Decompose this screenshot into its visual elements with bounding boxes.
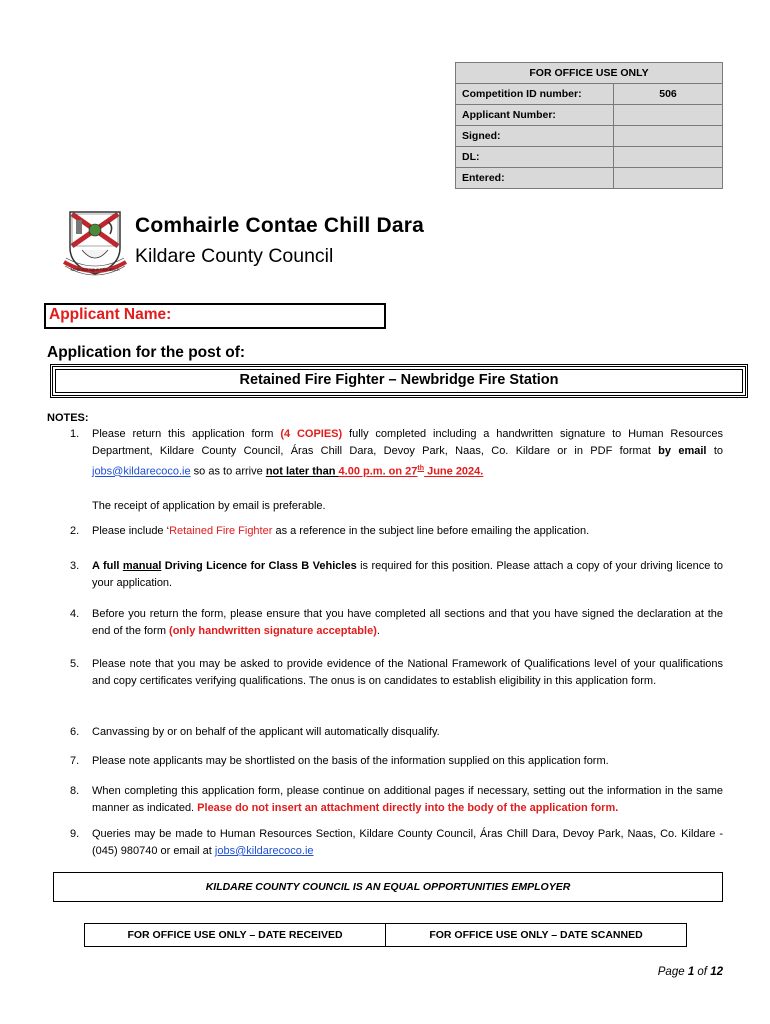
page-number: Page 1 of 12 — [657, 966, 723, 978]
note-1 — [70, 426, 723, 515]
applicant-name-field[interactable] — [44, 303, 386, 329]
note-number: 1. — [70, 428, 80, 440]
dl-field[interactable] — [614, 147, 723, 168]
entered-field[interactable] — [614, 168, 723, 189]
note-text: Please return this application form (4 COPIES) fully completed including a handwritten signature to Human Resources Department, Kildare County Council, Áras Chill Dara, Devoy Park, Naas, Co. Kildare or in PDF format by email to jobs@kildarecoco.ie so as to arrive not later than 4.00 p.m. on 27th June 2024. — [92, 428, 723, 478]
note-6: 6. Canvassing by or on behalf of the applicant will automatically disqualify. — [70, 726, 440, 738]
post-label: Application for the post of: — [47, 344, 246, 361]
equal-opportunities-text: KILDARE COUNTY COUNCIL IS AN EQUAL OPPORTUNITIES EMPLOYER — [205, 881, 571, 893]
signed-field[interactable] — [614, 126, 723, 147]
note-7: 7. Please note applicants may be shortlisted on the basis of the information supplied on this application form. — [70, 755, 609, 767]
council-name-irish: Comhairle Contae Chill Dara — [135, 214, 424, 237]
note-8: 8. When completing this application form, please continue on additional pages if necessary, setting out the information in the same manner as indicated. Please do not insert an attachment directly into the body of the application form. — [70, 785, 723, 814]
applicant-number-label: Applicant Number: — [456, 105, 614, 126]
equal-opportunities-box — [53, 872, 723, 902]
date-received-cell: FOR OFFICE USE ONLY – DATE RECEIVED — [85, 924, 386, 947]
date-scanned-cell: FOR OFFICE USE ONLY – DATE SCANNED — [386, 924, 687, 947]
email-link[interactable]: jobs@kildarecoco.ie — [214, 845, 314, 857]
post-title-box — [50, 364, 748, 398]
council-crest-logo — [62, 208, 128, 280]
note-5: 5. Please note that you may be asked to provide evidence of the National Framework of Qualifications level of your qualifications and copy certificates verifying qualifications. The onus is on candidates to establish eligibility in this application form. — [70, 658, 723, 687]
dl-label: DL: — [456, 147, 614, 168]
council-name-english: Kildare County Council — [135, 245, 334, 267]
post-title: Retained Fire Fighter – Newbridge Fire Station — [239, 372, 559, 388]
entered-label: Entered: — [456, 168, 614, 189]
email-link[interactable]: jobs@kildarecoco.ie — [92, 465, 191, 478]
note-4: 4. Before you return the form, please ensure that you have completed all sections and that you have signed the declaration at the end of the form (only handwritten signature acceptable). — [70, 608, 723, 637]
note-9: 9. Queries may be made to Human Resources Section, Kildare County Council, Áras Chill Dara, Devoy Park, Naas, Co. Kildare - (045) 980740 or email at jobs@kildarecoco.ie — [70, 828, 723, 857]
note-3: 3. A full manual Driving Licence for Class B Vehicles is required for this position. Please attach a copy of your driving licence to your application. — [70, 560, 723, 589]
applicant-name-label: Applicant Name: — [49, 306, 172, 323]
office-use-header: FOR OFFICE USE ONLY — [456, 63, 723, 84]
note-2: 2. Please include ‘Retained Fire Fighter as a reference in the subject line before emailing the application. — [70, 525, 590, 537]
competition-id-label: Competition ID number: — [456, 84, 614, 105]
crest-motto: Meanma agus Misneach — [70, 267, 120, 272]
note-1-email-preferred: The receipt of application by email is preferable. — [92, 499, 326, 512]
signed-label: Signed: — [456, 126, 614, 147]
notes-heading: NOTES: — [47, 412, 89, 424]
office-date-table — [84, 923, 687, 947]
office-use-table — [455, 62, 723, 189]
competition-id-value: 506 — [614, 84, 723, 105]
applicant-number-field[interactable] — [614, 105, 723, 126]
